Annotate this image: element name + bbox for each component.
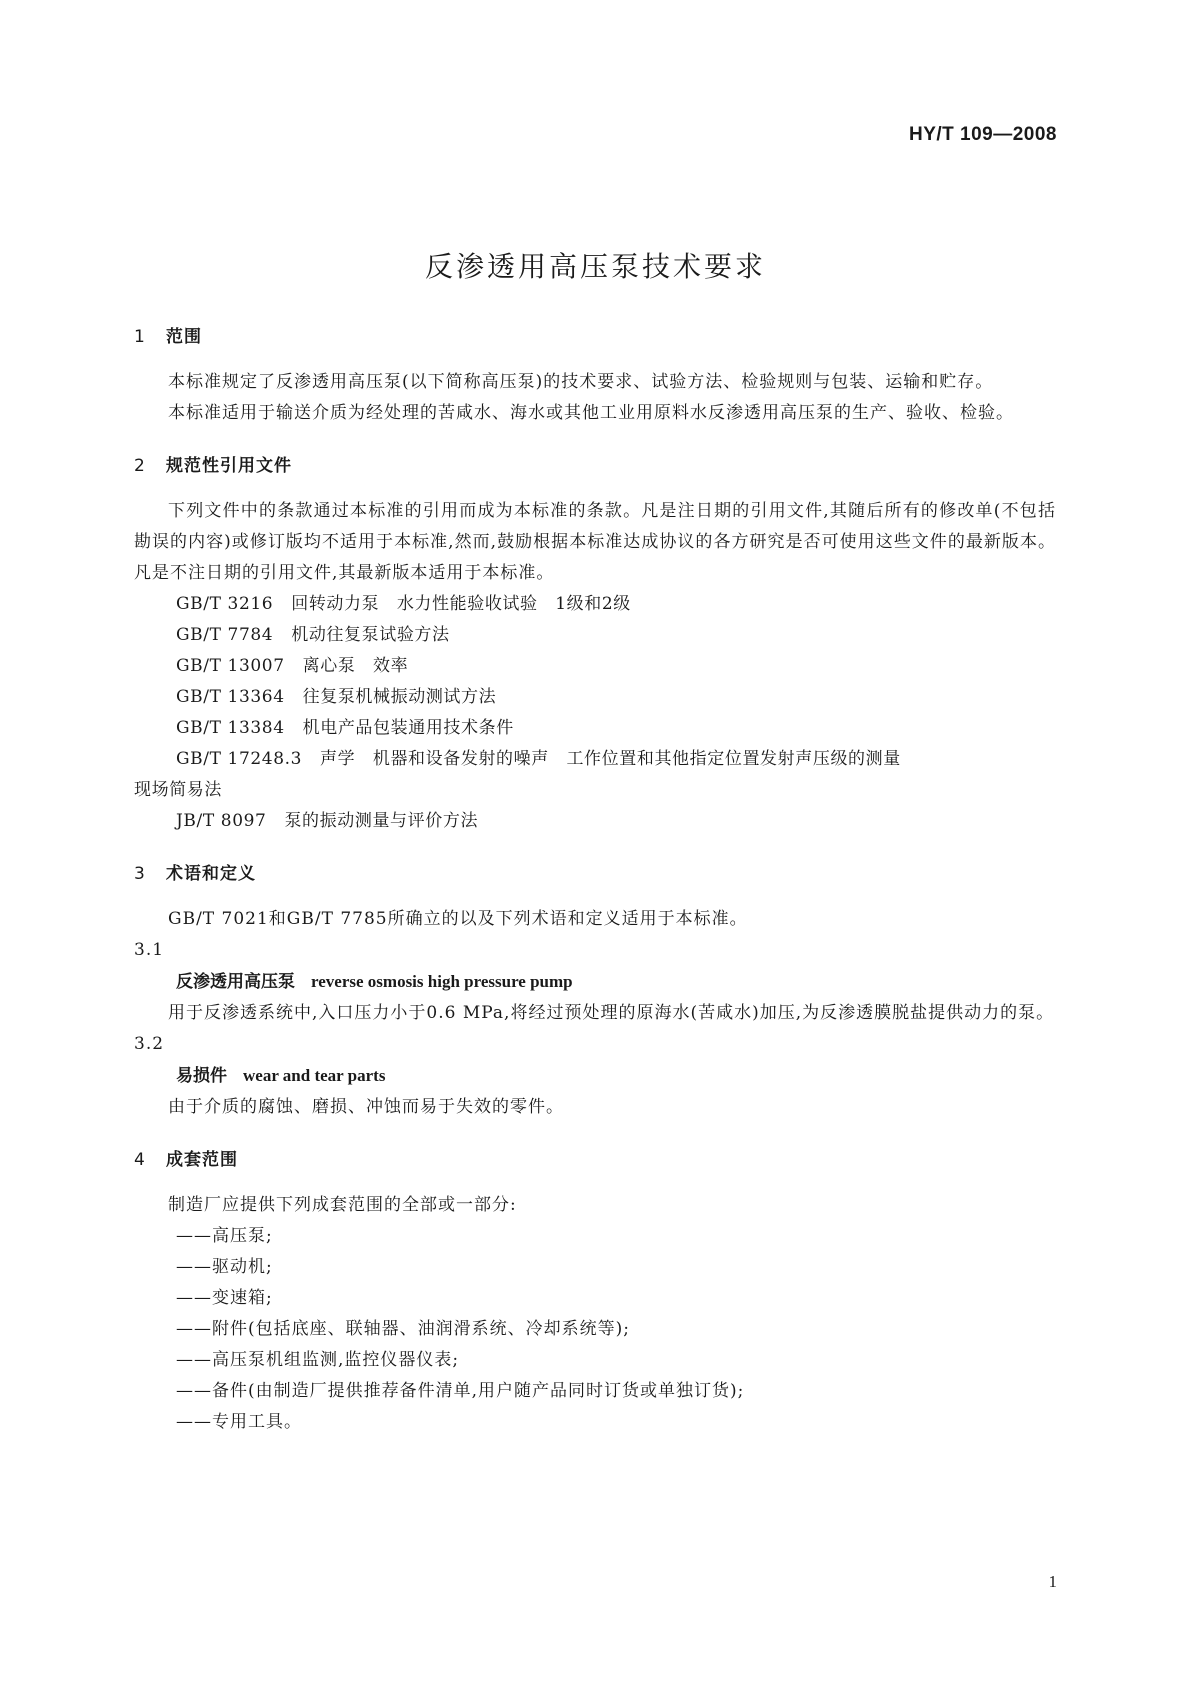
reference-item (134, 713, 1056, 744)
section-2-heading (134, 451, 1056, 482)
term-heading (134, 1060, 1056, 1092)
reference-code: GB/T 13384 (176, 718, 285, 738)
reference-item (134, 744, 1056, 775)
paragraph: 制造厂应提供下列成套范围的全部或一部分: (168, 1195, 517, 1215)
section-3-heading (134, 859, 1056, 890)
page-number: 1 (1048, 1572, 1057, 1591)
reference-title: 往复泵机械振动测试方法 (302, 687, 497, 707)
standard-code: HY/T 109—2008 (908, 124, 1057, 145)
term-english: wear and tear parts (243, 1066, 386, 1085)
term-chinese: 反渗透用高压泵 (176, 972, 295, 992)
section-title: 规范性引用文件 (166, 456, 292, 476)
paragraph: 本标准适用于输送介质为经处理的苦咸水、海水或其他工业用原料水反渗透用高压泵的生产、验收、检验。 (168, 403, 1014, 423)
reference-code: GB/T 13007 (176, 656, 285, 676)
list-item: ——备件(由制造厂提供推荐备件清单,用户随产品同时订货或单独订货); (176, 1381, 745, 1401)
section-1-heading (134, 322, 1056, 353)
reference-code: GB/T 7784 (176, 625, 274, 645)
term-number: 3.2 (134, 1034, 165, 1054)
reference-code: GB/T 13364 (176, 687, 285, 707)
list-item: ——高压泵机组监测,监控仪器仪表; (176, 1350, 460, 1370)
reference-item (134, 589, 1056, 620)
reference-code: JB/T 8097 (176, 811, 267, 831)
reference-code: GB/T 17248.3 (176, 749, 303, 769)
section-number: 1 (134, 327, 146, 347)
section-title: 成套范围 (166, 1150, 238, 1170)
section-title: 术语和定义 (166, 864, 256, 884)
reference-item (134, 620, 1056, 651)
section-number: 2 (134, 456, 146, 476)
term-heading (134, 966, 1056, 998)
reference-title: 声学 机器和设备发射的噪声 工作位置和其他指定位置发射声压级的测量 (320, 749, 901, 769)
reference-title: 机电产品包装通用技术条件 (302, 718, 514, 738)
section-number: 4 (134, 1150, 146, 1170)
paragraph: 本标准规定了反渗透用高压泵(以下简称高压泵)的技术要求、试验方法、检验规则与包装、运输和贮存。 (168, 372, 994, 392)
term-definition: 用于反渗透系统中,入口压力小于0.6 MPa,将经过预处理的原海水(苦咸水)加压,为反渗透膜脱盐提供动力的泵。 (168, 1003, 1055, 1023)
reference-title: 泵的振动测量与评价方法 (284, 811, 479, 831)
list-item: ——变速箱; (176, 1288, 273, 1308)
reference-item (134, 806, 1056, 837)
reference-title: 机动往复泵试验方法 (291, 625, 450, 645)
term-english: reverse osmosis high pressure pump (311, 972, 573, 991)
list-item: ——驱动机; (176, 1257, 273, 1277)
reference-item (134, 682, 1056, 713)
reference-code: GB/T 3216 (176, 594, 274, 614)
list-item: ——高压泵; (176, 1226, 273, 1246)
paragraph: GB/T 7021和GB/T 7785所确立的以及下列术语和定义适用于本标准。 (168, 909, 748, 929)
document-body (134, 322, 1056, 1438)
section-4-heading (134, 1145, 1056, 1176)
list-item: ——专用工具。 (176, 1412, 302, 1432)
list-item: ——附件(包括底座、联轴器、油润滑系统、冷却系统等); (176, 1319, 630, 1339)
reference-title: 回转动力泵 水力性能验收试验 1级和2级 (291, 594, 631, 614)
document-title: 反渗透用高压泵技术要求 (424, 249, 766, 283)
reference-title: 离心泵 效率 (302, 656, 409, 676)
reference-item (134, 651, 1056, 682)
paragraph: 下列文件中的条款通过本标准的引用而成为本标准的条款。凡是注日期的引用文件,其随后所有的修改单(不包括勘误的内容)或修订版均不适用于本标准,然而,鼓励根据本标准达成协议的各方研究是否可使用这些文件的最新版本。凡是不注日期的引用文件,其最新版本适用于本标准。 (134, 501, 1056, 583)
term-number: 3.1 (134, 940, 165, 960)
reference-title-continuation: 现场简易法 (134, 780, 222, 800)
section-number: 3 (134, 864, 146, 884)
term-definition: 由于介质的腐蚀、磨损、冲蚀而易于失效的零件。 (168, 1097, 564, 1117)
section-title: 范围 (166, 327, 202, 347)
term-chinese: 易损件 (176, 1066, 227, 1086)
